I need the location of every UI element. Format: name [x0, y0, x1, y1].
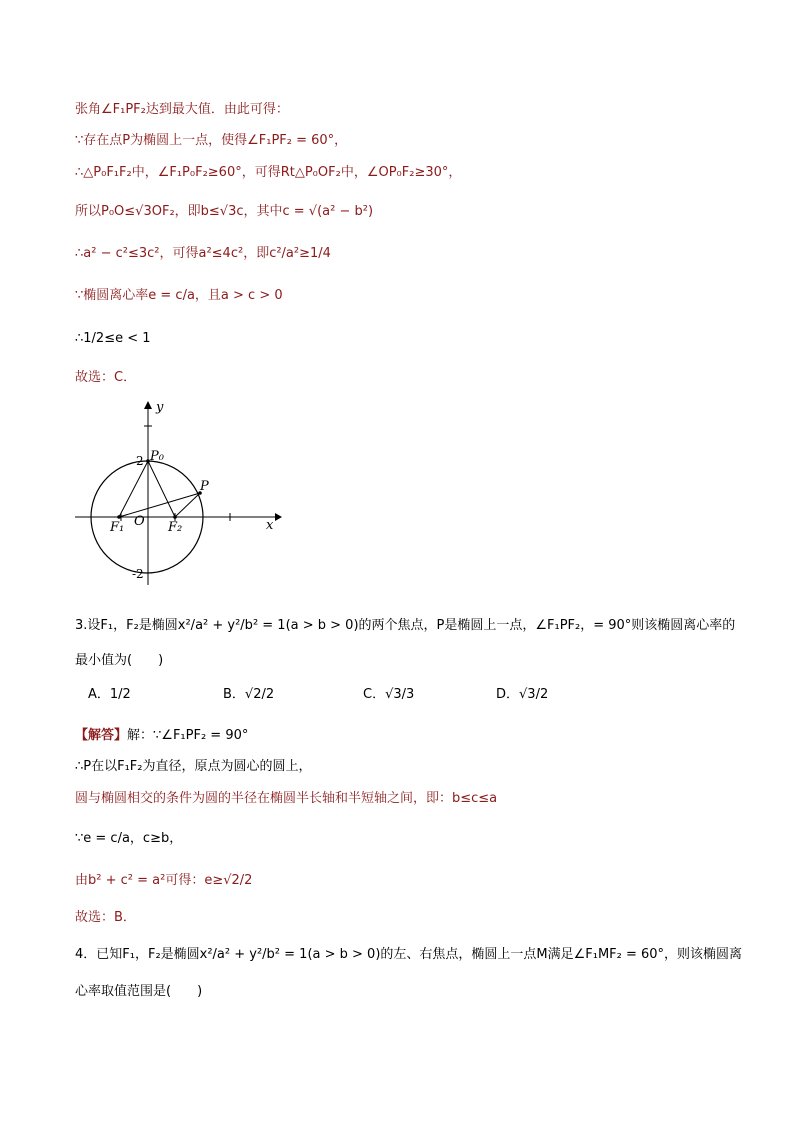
line-text: 张角∠F₁PF₂达到最大值．由此可得：	[75, 102, 289, 117]
q3-option-b[interactable]	[223, 683, 274, 702]
option-text: A．1/2	[88, 687, 131, 702]
option-text: C．√3/3	[363, 687, 415, 702]
line-text: ∴1/2≤e < 1	[75, 331, 151, 346]
p-label: P	[200, 479, 209, 494]
line-text: 解：∵∠F₁PF₂ = 90°	[127, 728, 249, 743]
q3-option-d[interactable]	[496, 683, 548, 702]
q3-option-a[interactable]	[88, 683, 131, 702]
line-text: 所以P₀O≤√3OF₂，即b≤√3c，其中c = √(a² − b²)	[75, 204, 374, 219]
tick-label-bottom: -2	[132, 567, 144, 581]
point-f2	[173, 515, 177, 519]
solution-line-6	[75, 287, 283, 305]
x-axis-arrow-icon	[275, 513, 282, 521]
q3-answer-line-4	[75, 830, 182, 848]
line-text: ∴P在以F₁F₂为直径，原点为圆心的圆上，	[75, 759, 312, 774]
line-text: ∴△P₀F₁F₂中，∠F₁P₀F₂≥60°，可得Rt△P₀OF₂中，∠OP₀F₂≥30°，	[75, 165, 462, 180]
line-text: 圆与椭圆相交的条件为圆的半径在椭圆半长轴和半短轴之间，即：b≤c≤a	[75, 791, 498, 806]
q3-answer-line-3	[75, 790, 497, 808]
q3-answer-line-6	[75, 909, 136, 927]
x-axis-label: x	[266, 518, 274, 533]
tick-label-top: 2	[136, 454, 144, 468]
line-text: 故选：B．	[75, 910, 136, 925]
q4-stem-line-2	[75, 983, 202, 1001]
solution-line-1	[75, 101, 289, 119]
origin-label: O	[134, 514, 145, 529]
solution-line-8	[75, 369, 136, 387]
q3-option-c[interactable]	[363, 683, 414, 702]
y-axis-arrow-icon	[144, 401, 152, 409]
f1-label: F₁	[110, 520, 125, 535]
segment-f1-p0	[119, 461, 148, 517]
segment-f2-p0	[148, 461, 175, 517]
p0-label: P₀	[150, 449, 164, 464]
y-axis-label: y	[156, 400, 164, 415]
solution-line-3	[75, 164, 461, 182]
q3-answer-line-2	[75, 758, 312, 776]
q3-answer-line-5	[75, 872, 252, 890]
line-text: 最小值为( )	[75, 653, 164, 668]
solution-line-2	[75, 132, 347, 150]
solution-line-4	[75, 203, 373, 221]
f2-label: F₂	[168, 520, 183, 535]
q3-stem-line-2	[75, 652, 163, 670]
line-text: ∵e = c/a，c≥b，	[75, 831, 183, 846]
q3-answer-line-1	[75, 727, 248, 745]
q3-stem-line-1	[75, 617, 735, 635]
line-text: 心率取值范围是( )	[75, 984, 203, 999]
line-text: 故选：C．	[75, 370, 137, 385]
line-text: 4．已知F₁，F₂是椭圆x²/a² + y²/b² = 1(a > b > 0)的左、右焦点，椭圆上一点M满足∠F₁MF₂ = 60°，则该椭圆离	[75, 947, 743, 962]
line-text: ∵存在点P为椭圆上一点，使得∠F₁PF₂ = 60°，	[75, 133, 348, 148]
line-text: ∵椭圆离心率e = c/a，且a > c > 0	[75, 288, 283, 303]
answer-tag: 【解答】	[75, 728, 128, 743]
solution-line-5	[75, 245, 331, 263]
solution-line-7	[75, 330, 151, 348]
point-f1	[117, 515, 121, 519]
line-text: 3.设F₁，F₂是椭圆x²/a² + y²/b² = 1(a > b > 0)的两个焦点，P是椭圆上一点，∠F₁PF₂，= 90°则该椭圆离心率的	[75, 618, 736, 633]
line-text: 由b² + c² = a²可得：e≥√2/2	[75, 873, 253, 888]
ellipse-figure	[70, 395, 290, 590]
option-text: B．√2/2	[223, 687, 275, 702]
option-text: D．√3/2	[496, 687, 549, 702]
q4-stem-line-1	[75, 946, 742, 964]
line-text: ∴a² − c²≤3c²，可得a²≤4c²，即c²/a²≥1/4	[75, 246, 331, 261]
